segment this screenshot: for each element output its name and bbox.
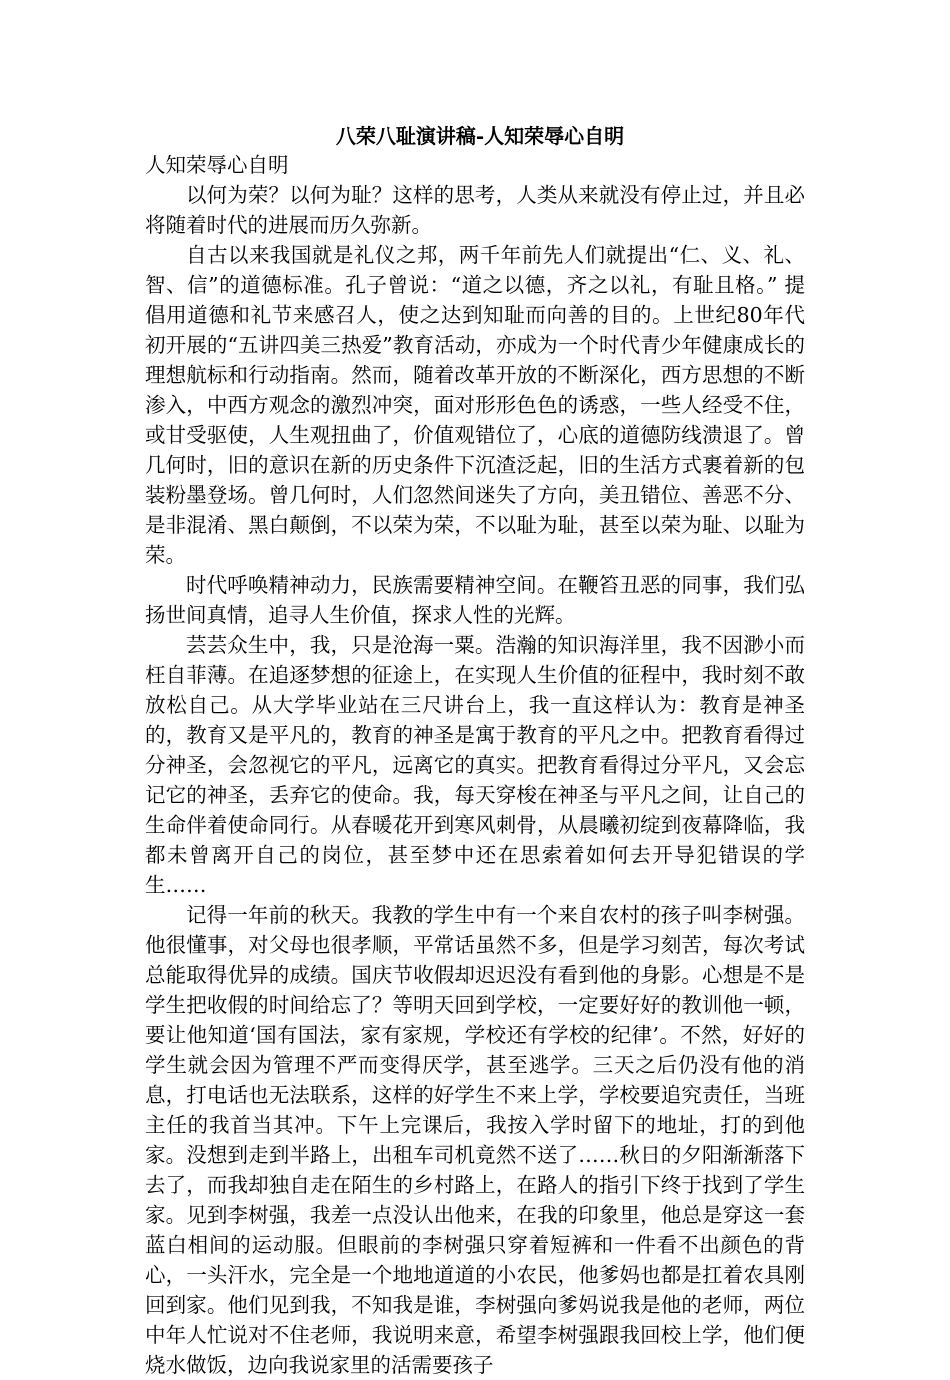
paragraph: 记得一年前的秋天。我教的学生中有一个来自农村的孩子叫李树强。他很懂事，对父母也很孝顺，平常话虽然不多，但是学习刻苦，每次考试总能取得优异的成绩。国庆节收假却迟迟没有看到他的身影。心想是不是学生把收假的时间给忘了？等明天回到学校，一定要好好的教训他一顿，要让他知道‘国有国法，家有家规，学校还有学校的纪律’。不然，好好的学生就会因为管理不严而变得厌学，甚至逃学。三天之后仍没有他的消息，打电话也无法联系，这样的好学生不来上学，学校要追究责任，当班主任的我首当其冲。下午上完课后，我按入学时留下的地址，打的到他家。没想到走到半路上，出租车司机竟然不送了……秋日的夕阳渐渐落下去了，而我却独自走在陌生的乡村路上，在路人的指引下终于找到了学生家。见到李树强，我差一点没认出他来，在我的印象里，他总是穿这一套蓝白相间的运动服。但眼前的李树强只穿着短裤和一件看不出颜色的背心，一头汗水，完全是一个地地道道的小农民，他爹妈也都是扛着农具刚回到家。他们见到我，不知我是谁，李树强向爹妈说我是他的老师，两位中年人忙说对不住老师，我说明来意，希望李树强跟我回校上学，他们便烧水做饭，边向我说家里的活需要孩子: [145, 903, 805, 1377]
document-title: 八荣八耻演讲稿-人知荣辱心自明: [335, 124, 625, 148]
paragraph: 以何为荣？以何为耻？这样的思考，人类从来就没有停止过，并且必将随着时代的进展而历久弥新。: [145, 183, 805, 237]
document-page: [145, 122, 805, 1380]
document-subtitle: 人知荣辱心自明: [145, 153, 289, 177]
paragraph: 时代呼唤精神动力，民族需要精神空间。在鞭笞丑恶的同事，我们弘扬世间真情，追寻人生价值，探求人性的光辉。: [145, 573, 805, 627]
paragraph: 自古以来我国就是礼仪之邦，两千年前先人们就提出“仁、义、礼、智、信”的道德标准。孔子曾说：“道之以德，齐之以礼，有耻且格。” 提倡用道德和礼节来感召人，使之达到知耻而向善的目的。上世纪80年代初开展的“五讲四美三热爱”教育活动，亦成为一个时代青少年健康成长的理想航标和行动指南。然而，随着改革开放的不断深化，西方思想的不断渗入，中西方观念的激烈冲突，面对形形色色的诱惑，一些人经受不住，或甘受驱使，人生观扭曲了，价值观错位了，心底的道德防线溃退了。曾几何时，旧的意识在新的历史条件下沉渣泛起，旧的生活方式裹着新的包装粉墨登场。曾几何时，人们忽然间迷失了方向，美丑错位、善恶不分、是非混淆、黑白颠倒，不以荣为荣，不以耻为耻，甚至以荣为耻、以耻为荣。: [145, 243, 805, 567]
paragraph: 芸芸众生中，我，只是沧海一粟。浩瀚的知识海洋里，我不因渺小而枉自菲薄。在追逐梦想的征途上，在实现人生价值的征程中，我时刻不敢放松自己。从大学毕业站在三尺讲台上，我一直这样认为：教育是神圣的，教育又是平凡的，教育的神圣是寓于教育的平凡之中。把教育看得过分神圣，会忽视它的平凡，远离它的真实。把教育看得过分平凡，又会忘记它的神圣，丢弃它的使命。我，每天穿梭在神圣与平凡之间，让自己的生命伴着使命同行。从春暖花开到寒风刺骨，从晨曦初绽到夜幕降临，我都未曾离开自己的岗位，甚至梦中还在思索着如何去开导犯错误的学生……: [145, 633, 805, 897]
